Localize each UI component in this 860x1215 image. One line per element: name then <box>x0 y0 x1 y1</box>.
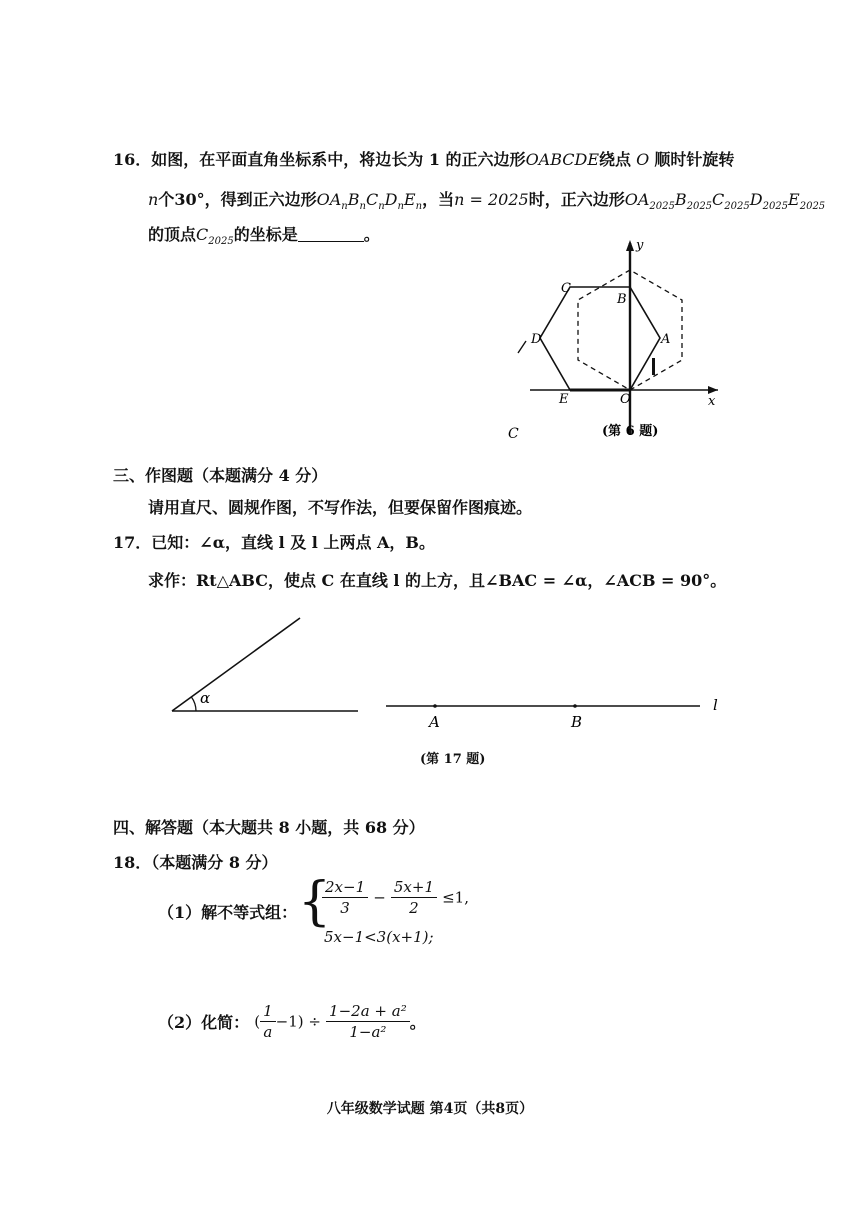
q16-text-g: 的顶点 <box>148 225 197 244</box>
q17-caption: (第 17 题) <box>420 752 486 767</box>
simp-num2: 1−2a + a² <box>326 1001 410 1022</box>
label-E: E <box>559 392 569 407</box>
q18-number: 18． <box>113 853 152 872</box>
simp-den1: a <box>263 1023 273 1041</box>
label-y: y <box>636 238 644 253</box>
q16-text-b: 绕点 <box>599 150 632 169</box>
ineq1-den2: 2 <box>409 899 419 917</box>
q16-line1 <box>113 147 734 170</box>
section3-title: 三、作图题（本题满分 4 分） <box>113 466 328 485</box>
page-footer: 八年级数学试题 第4页（共8页） <box>326 1101 534 1117</box>
stray-letter: C <box>508 426 519 442</box>
q18-part2-label: （2）化简： <box>158 1013 250 1032</box>
point-A <box>433 704 437 708</box>
angle-ray-slanted <box>172 618 300 711</box>
label-l: l <box>713 696 718 714</box>
label-B: B <box>617 292 627 307</box>
q16-number: 16． <box>113 150 152 169</box>
simp-frac1 <box>260 1001 276 1042</box>
q17-given: 已知：∠α，直线 l 及 l 上两点 A，B。 <box>151 533 435 552</box>
label-O: O <box>620 392 631 407</box>
q16-hex-n: $OA_nB_nC_nD_nE_n$ <box>316 190 423 212</box>
q18-title: （本题满分 8 分） <box>151 853 278 872</box>
q16-text-e: ，当 <box>422 190 455 209</box>
ineq1-frac1 <box>322 877 368 918</box>
inequality-2: 5x−1<3(x+1); <box>324 928 434 946</box>
section3-instruction: 请用直尺、圆规作图，不写作法，但要保留作图痕迹。 <box>148 498 533 517</box>
ineq1-num2: 5x+1 <box>391 877 437 898</box>
q16-text-a: 如图，在平面直角坐标系中，将边长为 1 的正六边形 <box>151 150 526 169</box>
simp-den2: 1−a² <box>349 1023 387 1041</box>
label-C: C <box>561 281 571 296</box>
q16-center: O <box>636 150 650 169</box>
q16-n-eq: n = 2025 <box>454 190 529 209</box>
q16-hex-name: OABCDE <box>525 150 600 169</box>
system-brace: { <box>298 872 332 932</box>
q16-text-d: 个30°，得到正六边形 <box>158 190 317 209</box>
q16-text-h: 的坐标是 <box>233 225 298 244</box>
label-A: A <box>661 332 671 347</box>
q18-header <box>113 850 278 873</box>
simp-end: 。 <box>409 1013 426 1032</box>
q17-task: 求作：Rt△ABC，使点 C 在直线 l 的上方，且∠BAC = ∠α，∠ACB = 90°。 <box>148 571 727 590</box>
inequality-1 <box>322 877 469 918</box>
ineq1-den1: 3 <box>340 899 350 917</box>
q16-line2 <box>148 187 825 212</box>
q16-line3 <box>148 222 380 247</box>
q16-text-c: 顺时针旋转 <box>654 150 735 169</box>
simp-mid: −1) ÷ <box>275 1012 321 1031</box>
x-axis-arrow <box>708 386 718 394</box>
y-axis-arrow <box>626 240 634 251</box>
q17-number: 17． <box>113 533 152 552</box>
ineq1-frac2 <box>391 877 437 918</box>
simp-frac2 <box>326 1001 410 1042</box>
label-alpha: α <box>200 689 211 707</box>
label-A17: A <box>429 713 440 728</box>
q16-text-i: 。 <box>363 225 380 244</box>
ineq1-num1: 2x−1 <box>322 877 368 898</box>
label-B17: B <box>571 713 583 728</box>
q16-caption: (第 6 题) <box>602 424 659 439</box>
q18-part2 <box>158 1001 426 1042</box>
stray-mark <box>518 341 526 353</box>
simp-open: ( <box>254 1012 261 1031</box>
q16-hex-2025: $OA_{2025}B_{2025}C_{2025}D_{2025}E_{2025}$ <box>624 190 826 212</box>
point-B <box>573 704 577 708</box>
ineq1-rel: ≤1, <box>442 888 469 907</box>
q16-figure <box>500 235 740 445</box>
label-x: x <box>708 394 716 409</box>
hexagon-original <box>540 287 660 390</box>
section4-title: 四、解答题（本大题共 8 小题，共 68 分） <box>113 818 425 837</box>
angle-arc <box>191 697 196 711</box>
q16-n: n <box>148 190 159 209</box>
stray-mark-2 <box>652 358 655 375</box>
simp-num1: 1 <box>260 1001 276 1022</box>
q17-figure <box>160 608 740 728</box>
q18-part1-label: （1）解不等式组： <box>158 903 298 922</box>
q16-c2025: $C_{2025}$ <box>196 225 234 247</box>
q16-text-f: 时，正六边形 <box>528 190 625 209</box>
q17-given-line <box>113 530 435 553</box>
ineq1-minus: − <box>373 888 386 907</box>
label-D: D <box>531 332 542 347</box>
q16-answer-blank[interactable] <box>298 227 364 242</box>
